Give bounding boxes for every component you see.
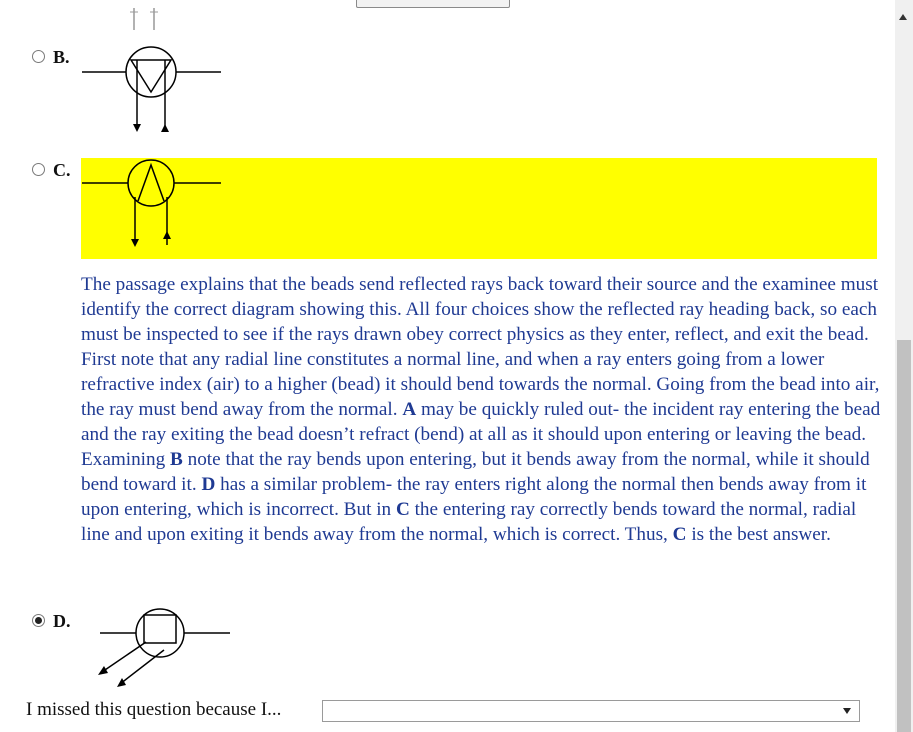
option-b-diagram [80,40,225,145]
explanation-bold-c: C [672,524,687,545]
vertical-scrollbar[interactable] [895,0,913,732]
explanation-seg-6: is the best answer. [686,524,831,545]
option-d-label: D. [53,611,71,631]
option-b-radio[interactable] [32,50,45,63]
scrollbar-thumb[interactable] [897,340,911,732]
option-c-diagram [80,153,225,253]
option-d-diagram [80,600,235,695]
option-b-label: B. [53,47,70,67]
explanation-bold-d: D [201,474,216,495]
option-c-label: C. [53,160,71,180]
top-button[interactable] [356,0,510,8]
explanation-seg-2: may be quickly ruled out- the incident ray entering the bead and the ray exiting the bead doesn’t refract (bend) at all as it should upon entering or leaving the bead. Examining [81,399,881,470]
missed-reason-label: I missed this question because I... [26,699,282,720]
explanation-text [81,272,881,547]
scroll-up-arrow-icon[interactable] [899,14,907,20]
option-d-radio[interactable] [32,614,45,627]
explanation-bold-a: A [402,399,417,420]
explanation-bold-b: B [170,449,183,470]
explanation-bold-c: C [395,499,410,520]
option-a-diagram-remnant [120,0,180,30]
explanation-seg-1: The passage explains that the beads send reflected rays back toward their source and the examinee must identify the correct diagram showing this. All four choices show the reflected ray heading back, so each must be inspected to see if the rays drawn obey correct physics as they enter, reflect, and exit the bead. First note that any radial line constitutes a normal line, and when a ray enters going from a lower refractive index (air) to a higher (bead) it should bend towards the normal. Going from the bead into air, the ray must bend away from the normal. [81,274,880,420]
explanation-seg-3: note that the ray bends upon entering, but it bends away from the normal, while it should bend toward it. [81,449,870,495]
explanation-seg-4: has a similar problem- the ray enters right along the normal then bends away from it upon entering, which is incorrect. But in [81,474,867,520]
explanation-seg-5: the entering ray correctly bends toward the normal, radial line and upon exiting it bends away from the normal, which is correct. Thus, [81,499,857,545]
option-c-radio[interactable] [32,163,45,176]
chevron-down-icon [843,708,851,714]
missed-reason-select[interactable] [322,700,860,722]
